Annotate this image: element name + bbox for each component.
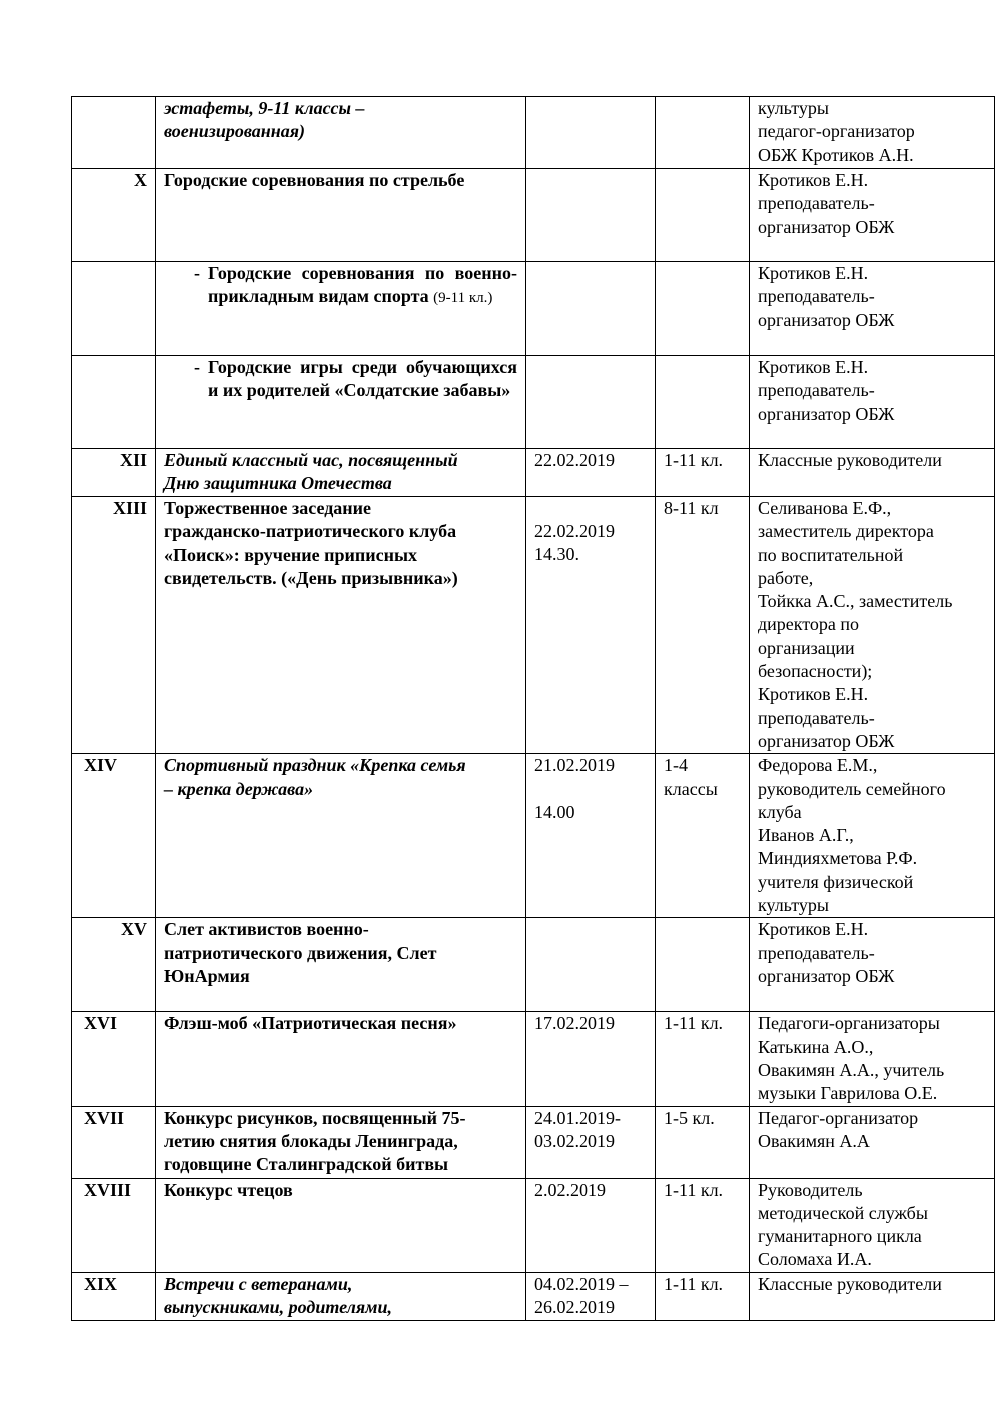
event-responsible: Кротиков Е.Н. преподаватель- организатор ОБЖ [750,356,995,449]
table-row [72,356,995,449]
table-row [72,97,995,169]
event-date: 04.02.2019 – 26.02.2019 [526,1272,656,1320]
event-date [526,262,656,356]
event-classes [656,97,750,169]
event-date: 21.02.2019 14.00 [526,754,656,918]
event-classes: 8-11 кл [656,497,750,754]
row-number: XVI [72,1012,156,1106]
event-responsible: Кротиков Е.Н. преподаватель- организатор ОБЖ [750,918,995,1012]
row-number: XIV [72,754,156,918]
event-date: 22.02.2019 14.30. [526,497,656,754]
event-plan-table [71,96,995,1321]
event-classes [656,918,750,1012]
event-responsible: Классные руководители [750,449,995,497]
event-responsible: Педагог-организатор Овакимян А.А [750,1106,995,1178]
event-responsible: Кротиков Е.Н. преподаватель- организатор ОБЖ [750,262,995,356]
event-title: эстафеты, 9-11 классы – военизированная) [156,97,526,169]
table-row [72,1178,995,1272]
event-title: - Городские соревнования по военно-прикладным видам спорта (9-11 кл.) [156,262,526,356]
row-number: XIII [72,497,156,754]
row-number: XVIII [72,1178,156,1272]
event-title: Слет активистов военно- патриотического движения, Слет ЮнАрмия [156,918,526,1012]
event-classes [656,356,750,449]
event-title: Спортивный праздник «Крепка семья – крепка держава» [156,754,526,918]
row-number: XIX [72,1272,156,1320]
event-responsible: Руководитель методической службы гуманитарного цикла Соломаха И.А. [750,1178,995,1272]
event-title: Флэш-моб «Патриотическая песня» [156,1012,526,1106]
table-row [72,1012,995,1106]
event-date [526,169,656,262]
event-responsible: Федорова Е.М., руководитель семейного клуба Иванов А.Г., Миндияхметова Р.Ф. учителя физической культуры [750,754,995,918]
event-classes: 1-5 кл. [656,1106,750,1178]
event-date [526,97,656,169]
table-row [72,1106,995,1178]
table-row [72,497,995,754]
event-classes [656,262,750,356]
event-title: Встречи с ветеранами, выпускниками, родителями, [156,1272,526,1320]
row-number: XV [72,918,156,1012]
event-date [526,918,656,1012]
event-classes: 1-11 кл. [656,1272,750,1320]
event-title: - Городские игры среди обучающихся и их родителей «Солдатские забавы» [156,356,526,449]
row-number: XVII [72,1106,156,1178]
event-responsible: Селиванова Е.Ф., заместитель директора по воспитательной работе, Тойкка А.С., заместитель директора по организации безопасности); Кротиков Е.Н. преподаватель- организатор ОБЖ [750,497,995,754]
row-number: X [72,169,156,262]
event-classes [656,169,750,262]
row-number: XII [72,449,156,497]
event-classes: 1-11 кл. [656,449,750,497]
event-date: 24.01.2019- 03.02.2019 [526,1106,656,1178]
event-responsible: Классные руководители [750,1272,995,1320]
event-classes: 1-4 классы [656,754,750,918]
table-row [72,1272,995,1320]
row-number [72,356,156,449]
event-date: 2.02.2019 [526,1178,656,1272]
event-title: Конкурс чтецов [156,1178,526,1272]
event-title: Торжественное заседание гражданско-патриотического клуба «Поиск»: вручение приписных свидетельств. («День призывника») [156,497,526,754]
table-row [72,169,995,262]
event-title: Городские соревнования по стрельбе [156,169,526,262]
table-row [72,449,995,497]
event-responsible: культуры педагог-организатор ОБЖ Кротиков А.Н. [750,97,995,169]
event-responsible: Кротиков Е.Н. преподаватель- организатор ОБЖ [750,169,995,262]
table-row [72,754,995,918]
event-date: 22.02.2019 [526,449,656,497]
event-title: Единый классный час, посвященный Дню защитника Отечества [156,449,526,497]
event-responsible: Педагоги-организаторы Катькина А.О., Овакимян А.А., учитель музыки Гаврилова О.Е. [750,1012,995,1106]
row-number [72,97,156,169]
event-date [526,356,656,449]
event-classes: 1-11 кл. [656,1178,750,1272]
event-title: Конкурс рисунков, посвященный 75- летию снятия блокады Ленинграда, годовщине Сталинградской битвы [156,1106,526,1178]
event-classes: 1-11 кл. [656,1012,750,1106]
table-row [72,262,995,356]
event-date: 17.02.2019 [526,1012,656,1106]
table-row [72,918,995,1012]
row-number [72,262,156,356]
